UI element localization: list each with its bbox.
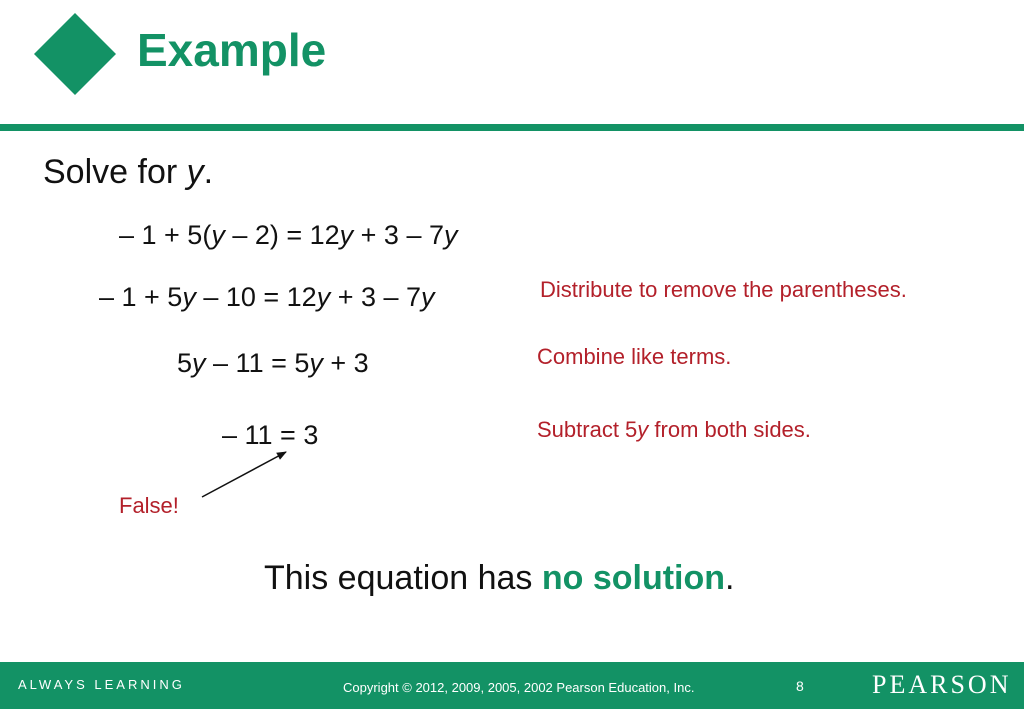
conclusion: [264, 556, 734, 600]
false-label: False!: [119, 493, 179, 518]
page-number: 8: [796, 678, 804, 694]
footer-copyright: Copyright © 2012, 2009, 2005, 2002 Pearson Education, Inc.: [343, 680, 695, 695]
math-variable: y: [443, 220, 458, 250]
math-text: from both sides.: [648, 417, 811, 442]
math-variable: y: [211, 220, 225, 250]
prompt-period: .: [203, 153, 214, 191]
math-text: + 3 – 7: [330, 282, 422, 312]
math-text: + 3 – 7: [353, 220, 444, 250]
prompt-text: Solve for: [43, 153, 187, 191]
math-variable: y: [637, 417, 649, 442]
conclusion-text: This equation has: [264, 559, 542, 597]
math-variable: y: [309, 348, 323, 378]
math-variable: y: [421, 282, 435, 312]
math-text: – 11 = 3: [222, 420, 319, 450]
math-text: – 1 + 5(: [119, 220, 212, 250]
math-text: – 1 + 5: [99, 282, 183, 312]
math-text: – 2) = 12: [224, 220, 340, 250]
slide-title: Example: [137, 24, 327, 76]
math-text: 5: [177, 348, 193, 378]
math-text: – 11 = 5: [205, 348, 310, 378]
prompt-variable: y: [186, 153, 204, 191]
math-text: Distribute to remove the parentheses.: [540, 277, 907, 302]
pearson-logo: PEARSON: [872, 670, 1012, 699]
math-text: + 3: [322, 348, 369, 378]
math-variable: y: [192, 348, 206, 378]
math-text: Combine like terms.: [537, 344, 732, 369]
conclusion-period: .: [725, 559, 735, 597]
footer-tagline: ALWAYS LEARNING: [18, 677, 185, 692]
math-text: – 10 = 12: [195, 282, 317, 312]
conclusion-highlight: no solution: [541, 559, 726, 597]
math-variable: y: [316, 282, 331, 312]
math-variable: y: [182, 282, 196, 312]
math-variable: y: [339, 220, 354, 250]
footer-bar: [0, 662, 1024, 709]
math-text: Subtract 5: [537, 417, 638, 442]
